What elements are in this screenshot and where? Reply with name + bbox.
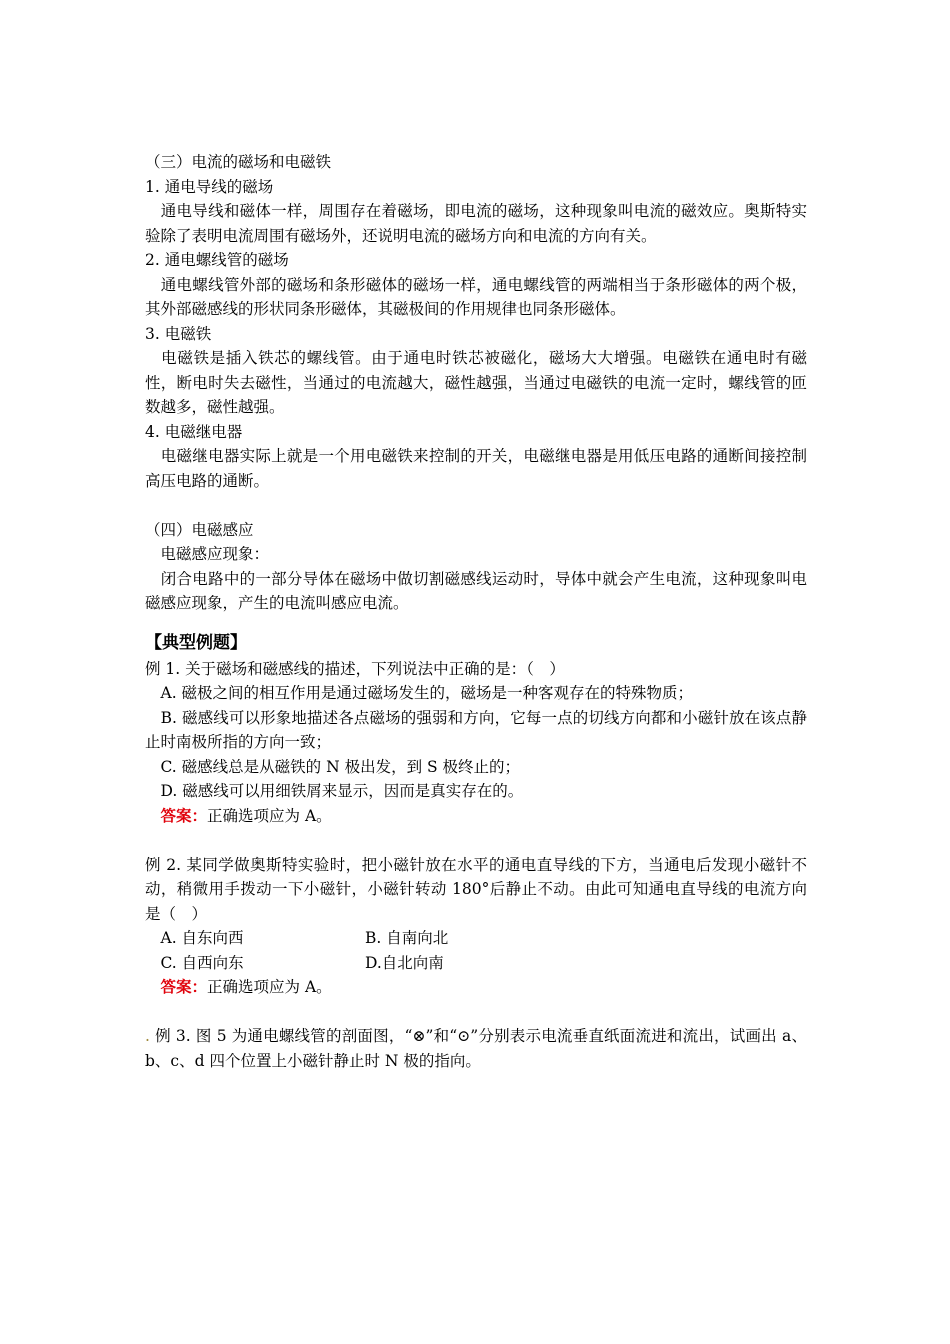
answer-text: 正确选项应为 A。 (207, 806, 332, 825)
subsection-3-title: 3. 电磁铁 (145, 324, 212, 343)
examples-heading: 【典型例题】 (145, 632, 247, 653)
example-1-question: 例 1. 关于磁场和磁感线的描述，下列说法中正确的是：（ ） (145, 659, 565, 678)
example-1-option-d: D. 磁感线可以用细铁屑来显示，因而是真实存在的。 (145, 782, 524, 800)
example-1-option-a: A. 磁极之间的相互作用是通过磁场发生的，磁场是一种客观存在的特殊物质； (145, 684, 694, 702)
marker-dot: . (145, 1027, 150, 1045)
example-1-option-b: B. 磁感线可以形象地描述各点磁场的强弱和方向，它每一点的切线方向都和小磁针放在该点静止时南极所指的方向一致； (145, 708, 807, 751)
subsection-4-title: 4. 电磁继电器 (145, 422, 243, 441)
example-1-answer (145, 804, 807, 829)
answer-text: 正确选项应为 A。 (207, 978, 332, 996)
subsection-1-title: 1. 通电导线的磁场 (145, 177, 274, 196)
answer-label: 答案： (160, 977, 208, 996)
example-2-option-b: B. 自南向北 (365, 929, 449, 947)
subsection-4-paragraph: 电磁继电器实际上就是一个用电磁铁来控制的开关，电磁继电器是用低压电路的通断间接控制高压电路的通断。 (145, 447, 807, 490)
example-2-answer (145, 975, 807, 1000)
spacer (145, 1000, 807, 1025)
document-content (145, 150, 807, 1073)
section4-subtitle: 电磁感应现象： (145, 545, 270, 563)
subsection-2-paragraph: 通电螺线管外部的磁场和条形磁体的磁场一样，通电螺线管的两端相当于条形磁体的两个极，其外部磁感线的形状同条形磁体，其磁极间的作用规律也同条形磁体。 (145, 275, 807, 318)
subsection-2-title: 2. 通电螺线管的磁场 (145, 251, 289, 269)
example-2-option-d: D.自北向南 (365, 953, 444, 972)
example-2-options-row-2 (145, 951, 807, 976)
example-2-options-row-1 (145, 926, 807, 951)
subsection-1-paragraph: 通电导线和磁体一样，周围存在着磁场，即电流的磁场，这种现象叫电流的磁效应。奥斯特实验除了表明电流周围有磁场外，还说明电流的磁场方向和电流的方向有关。 (145, 202, 807, 245)
section4-paragraph: 闭合电路中的一部分导体在磁场中做切割磁感线运动时，导体中就会产生电流，这种现象叫电磁感应现象，产生的电流叫感应电流。 (145, 569, 807, 612)
example-3-text: 例 3. 图 5 为通电螺线管的剖面图，“⊗”和“⊙”分别表示电流垂直纸面流进和流出，试画出 a、b、c、d 四个位置上小磁针静止时 N 极的指向。 (145, 1027, 807, 1070)
subsection-3-paragraph: 电磁铁是插入铁芯的螺线管。由于通电时铁芯被磁化，磁场大大增强。电磁铁在通电时有磁性，断电时失去磁性，当通过的电流越大，磁性越强，当通过电磁铁的电流一定时，螺线管的匝数越多，磁性越强。 (145, 349, 807, 416)
example-1-option-c: C. 磁感线总是从磁铁的 N 极出发，到 S 极终止的； (145, 757, 521, 776)
example-2-option-c: C. 自西向东 (145, 953, 244, 972)
example-3-question (145, 1024, 807, 1073)
spacer (145, 616, 807, 630)
example-2-option-a: A. 自东向西 (145, 929, 244, 947)
spacer (145, 828, 807, 853)
section4-title: （四）电磁感应 (145, 520, 254, 539)
example-2-question: 例 2. 某同学做奥斯特实验时，把小磁针放在水平的通电直导线的下方，当通电后发现小磁针不动，稍微用手拨动一下小磁针，小磁针转动 180°后静止不动。由此可知通电直导线的电流方向是（ ） (145, 855, 807, 923)
section3-title: （三）电流的磁场和电磁铁 (145, 153, 332, 171)
answer-label: 答案： (160, 805, 208, 825)
spacer (145, 493, 807, 518)
